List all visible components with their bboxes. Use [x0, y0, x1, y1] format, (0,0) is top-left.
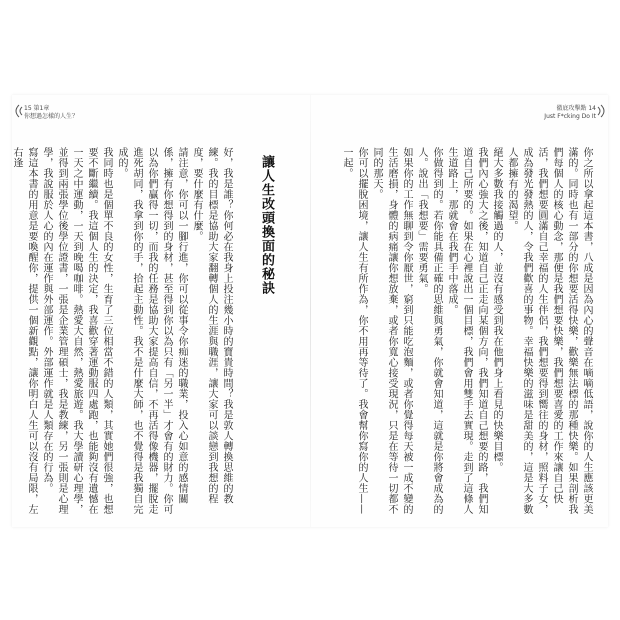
- signal-wave-icon: [12, 103, 24, 119]
- signal-wave-icon: [596, 103, 608, 119]
- section-title: 讓人生改頭換面的秘訣: [259, 155, 274, 295]
- right-page-header: [544, 105, 596, 121]
- left-page-header: [24, 105, 78, 121]
- left-header-chapter: 15 第1章: [24, 105, 50, 112]
- right-page-body: 你之所以拿起這本書，八成是因為內心的聲音在嘀嘀低語，說你的人生應該更美滿的。同時也有一部分的你想要活得快樂，歡樂無法標的那種快樂。如果剖析我們每個人的核心動念，那便是我們想要快樂，我們想要喜愛的工作來讓自己快活，我們想要圓滿自己幸福的人生伴侶，我們想要得到嚮往的身材，照料子女，成為發光發熱的人，令我們歡喜的事物。幸福快樂的滋味是甜美的，這是大多數人都擁有的渴望。 絕大多數我接觸過的人，並沒有感受到我在他們身上看見的快樂目標。 我們內心強大之後，知道自己正走向某個方向，我們知道自己想要的路，我們知道自己所要的。如果在心裡說出一個目標，我們會用雙手去實現。走到了這條人生道路上，那就會在我們手中落成。 你做得到的。若你能具備正確的思維與勇氣，你就會知道，這就是你將會成為的人。說出「我想要」需要勇氣。 如果你的工作無聊到令你厭世，窮到只能吃泡麵，或者你覺得每天被一成不變的生活磨損，身體的病痛讓你想放棄，或者你寬心接受現況，只是在等待一切都不同的那天。 你可以擺脫困境，讓人生有所作為，你不用再等待了。我會幫你寫你的人生——一起。: [341, 147, 592, 515]
- left-header-subtitle: 你想過怎樣的人生？: [24, 113, 79, 120]
- right-header-subtitle: Just F*cking Do It: [544, 113, 596, 120]
- page-gutter: [310, 95, 311, 527]
- left-page-body: 好，我是誰？你何必在我身上投注幾小時的寶貴時間？我是敦人轉換思維的教練。我的目標是協助大家翻轉個人的生涯與職涯，讓大家可以談戀到我想的程度，要什麼有什麼。 請注意，你可以一腳行進，你可以從事令你痴迷的職業，投入心如意的感情關係，擁有你想得到的身材，甚至得到你以為只有「另一半」才會有的財力。你可以為你們贏得一切，而我的任務是協助大家提高自信，不再活得像機器，擺脫走進死胡同，我拿到你的手，拾起主動性。我不是什麼大師，也不覺得是我獨自完成的。 我同時也是個單不良的女性，生育了三位相當不錯的人類，其實她們很強，也想要不斷繼續。我這個人生的決定，我喜歡穿著運動服四處跑，也能夠沒有遺憾在一天之中運動，一天到晚喝咖啡。熱愛大自然，熱愛旅遊。我大學讀研心理學，並得到兩張學位後學位證書，一張是企業管理碩士，我是教練，另一張則是心理學，我說服於人心的內在運作與外部運作。外部運作就是人類存在的行為。 寫這本書的用意是要喚醒你，提供一個新觀點，讓你明白人生可以沒有局限，左右逢: [11, 147, 232, 515]
- right-header-title: 徹底攻擊點 14: [556, 105, 596, 112]
- book-spread: [12, 95, 608, 527]
